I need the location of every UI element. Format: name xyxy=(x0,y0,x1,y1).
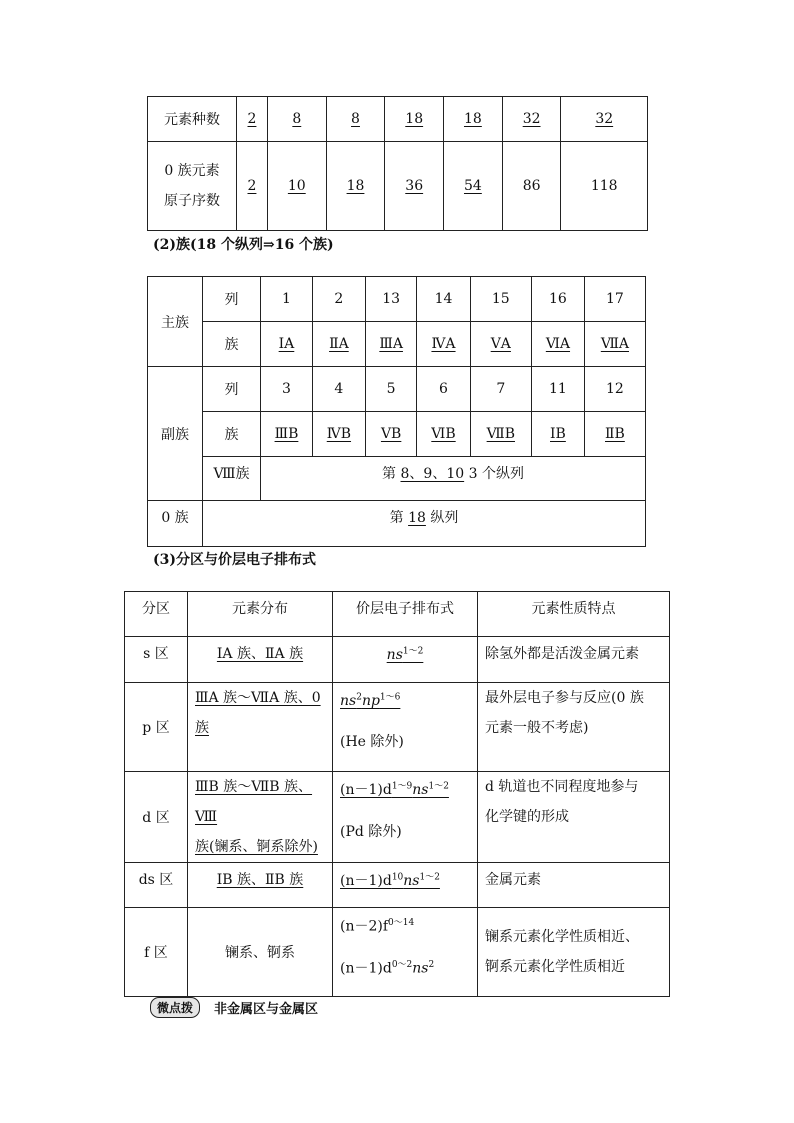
text-line: 镧系元素化学性质相近、 xyxy=(485,929,639,945)
formula: (n－1)d xyxy=(340,960,392,977)
sub-group-label: 副族 xyxy=(148,367,203,501)
text-underlined: ⅠA 族、ⅡA 族 xyxy=(216,646,304,662)
config-f xyxy=(333,908,478,997)
text-underlined: 族 xyxy=(195,720,209,736)
text: 第 xyxy=(382,466,401,482)
text-line xyxy=(195,772,332,832)
cell: ⅦB xyxy=(470,412,531,457)
dist-p xyxy=(188,683,333,772)
text-underlined: ⅢB 族～ⅦB 族、Ⅷ xyxy=(195,779,313,825)
zone-ds: ds 区 xyxy=(125,863,188,908)
cell: ⅥA xyxy=(532,322,585,367)
cell: 16 xyxy=(532,277,585,322)
caption-groups: (2)族(18 个纵列⇒16 个族) xyxy=(153,237,334,253)
cell: 2 xyxy=(237,142,268,231)
formula: np xyxy=(361,692,380,709)
cell: 6 xyxy=(417,367,470,412)
label-line: 原子序数 xyxy=(164,193,220,209)
text-line xyxy=(340,908,477,942)
text-line: (Pd 除外) xyxy=(340,823,402,840)
row-label-element-count: 元素种数 xyxy=(148,97,237,142)
prop-s: 除氢外都是活泼金属元素 xyxy=(478,637,670,683)
text-line: 最外层电子参与反应(0 族 xyxy=(485,690,644,706)
prop-d xyxy=(478,772,670,863)
formula: ns xyxy=(412,960,429,977)
cell: ⅡB xyxy=(584,412,645,457)
text-underlined: 族(镧系、锕系除外) xyxy=(195,839,318,855)
text-underlined xyxy=(340,873,440,889)
text-line xyxy=(340,689,477,709)
cell: ⅠB xyxy=(532,412,585,457)
cell: 列 xyxy=(203,367,261,412)
text-underlined xyxy=(387,647,424,663)
config-s xyxy=(333,637,478,683)
cell: 列 xyxy=(203,277,261,322)
superscript: 1～2 xyxy=(428,781,449,791)
formula: (n－1)d xyxy=(340,781,392,798)
prop-p xyxy=(478,683,670,772)
group-viii-columns xyxy=(261,457,646,501)
zone-p: p 区 xyxy=(125,683,188,772)
superscript: 1～2 xyxy=(402,646,424,656)
cell: 8 xyxy=(326,97,385,142)
cell: 10 xyxy=(267,142,326,231)
cell: ⅦA xyxy=(584,322,645,367)
dist-f: 镧系、锕系 xyxy=(188,908,333,997)
cell: ⅤB xyxy=(365,412,417,457)
text-line: 元素一般不考虑) xyxy=(485,720,589,736)
header-distribution: 元素分布 xyxy=(188,592,333,637)
prop-f xyxy=(478,908,670,997)
cell: 54 xyxy=(444,142,503,231)
tip-badge: 微点拨 xyxy=(150,997,200,1018)
cell: 2 xyxy=(237,97,268,142)
superscript: 2 xyxy=(356,692,362,702)
main-group-label: 主族 xyxy=(148,277,203,367)
formula: ns xyxy=(386,646,403,663)
text-line xyxy=(195,683,332,713)
cell: 2 xyxy=(312,277,365,322)
config-p xyxy=(333,683,478,772)
config-d xyxy=(333,772,478,863)
zone-s: s 区 xyxy=(125,637,188,683)
cell: ⅢA xyxy=(365,322,417,367)
cell: 5 xyxy=(365,367,417,412)
cell: 36 xyxy=(385,142,444,231)
cell: 15 xyxy=(470,277,531,322)
text-underlined: 8、9、10 xyxy=(400,466,465,482)
formula: (n－2)f xyxy=(340,918,389,935)
text-line: 锕系元素化学性质相近 xyxy=(485,959,625,975)
cell: 13 xyxy=(365,277,417,322)
cell: 17 xyxy=(584,277,645,322)
dist-ds xyxy=(188,863,333,908)
cell: ⅣA xyxy=(417,322,470,367)
cell: ⅠA xyxy=(261,322,313,367)
formula: ns xyxy=(403,872,420,889)
superscript: 2 xyxy=(428,959,435,970)
text-line xyxy=(340,950,477,984)
cell: Ⅷ族 xyxy=(203,457,261,501)
tip-line xyxy=(150,997,318,1018)
text: 第 xyxy=(389,510,409,526)
cell: 3 xyxy=(261,367,313,412)
dist-s xyxy=(188,637,333,683)
cell: ⅥB xyxy=(417,412,470,457)
text: 3 个纵列 xyxy=(464,466,524,482)
header-properties: 元素性质特点 xyxy=(478,592,670,637)
cell: 11 xyxy=(532,367,585,412)
text-line: 化学键的形成 xyxy=(485,809,569,825)
formula: ns xyxy=(340,692,357,709)
table-zones xyxy=(124,591,670,997)
formula: ns xyxy=(412,781,429,798)
tip-text: 非金属区与金属区 xyxy=(214,1002,319,1017)
zone-f: f 区 xyxy=(125,908,188,997)
superscript: 0～14 xyxy=(388,918,415,928)
cell: 18 xyxy=(326,142,385,231)
text-underlined xyxy=(340,782,449,798)
superscript: 0～2 xyxy=(391,959,413,970)
formula: (n－1)d xyxy=(340,872,392,889)
table-element-counts xyxy=(147,96,648,231)
cell: 1 xyxy=(261,277,313,322)
cell: ⅡA xyxy=(312,322,365,367)
table-groups xyxy=(147,276,646,547)
row-label-zero-group xyxy=(148,142,237,231)
text-underlined: 18 xyxy=(408,510,426,526)
superscript: 10 xyxy=(391,872,404,882)
cell: 14 xyxy=(417,277,470,322)
cell: 32 xyxy=(502,97,561,142)
text-underlined: ⅠB 族、ⅡB 族 xyxy=(216,872,304,888)
zero-group-label: 0 族 xyxy=(148,501,203,547)
zone-d: d 区 xyxy=(125,772,188,863)
cell: 118 xyxy=(561,142,648,231)
cell: 7 xyxy=(470,367,531,412)
text-line: (He 除外) xyxy=(340,733,404,750)
cell: ⅢB xyxy=(261,412,313,457)
cell: 18 xyxy=(444,97,503,142)
cell: 4 xyxy=(312,367,365,412)
prop-ds: 金属元素 xyxy=(478,863,670,908)
zero-group-columns xyxy=(203,501,646,547)
caption-zones: (3)分区与价层电子排布式 xyxy=(153,552,316,568)
header-config: 价层电子排布式 xyxy=(333,592,478,637)
cell: ⅤA xyxy=(470,322,531,367)
superscript: 1～2 xyxy=(419,872,440,882)
cell: 86 xyxy=(502,142,561,231)
superscript: 1～9 xyxy=(391,781,413,791)
cell: 12 xyxy=(584,367,645,412)
text-underlined: ⅢA 族～ⅦA 族、0 xyxy=(195,690,321,706)
cell: 18 xyxy=(385,97,444,142)
cell: 32 xyxy=(561,97,648,142)
cell: 8 xyxy=(267,97,326,142)
text-line xyxy=(340,778,477,799)
dist-d xyxy=(188,772,333,863)
text-line xyxy=(195,713,332,743)
cell: 族 xyxy=(203,322,261,367)
text: 纵列 xyxy=(425,510,459,526)
label-line: 0 族元素 xyxy=(164,163,220,179)
cell: 族 xyxy=(203,412,261,457)
cell: ⅣB xyxy=(312,412,365,457)
text-underlined xyxy=(340,693,400,709)
header-zone: 分区 xyxy=(125,592,188,637)
text-line xyxy=(195,832,332,862)
superscript: 1～6 xyxy=(379,692,401,702)
text-line: d 轨道也不同程度地参与 xyxy=(485,779,639,795)
config-ds xyxy=(333,863,478,908)
